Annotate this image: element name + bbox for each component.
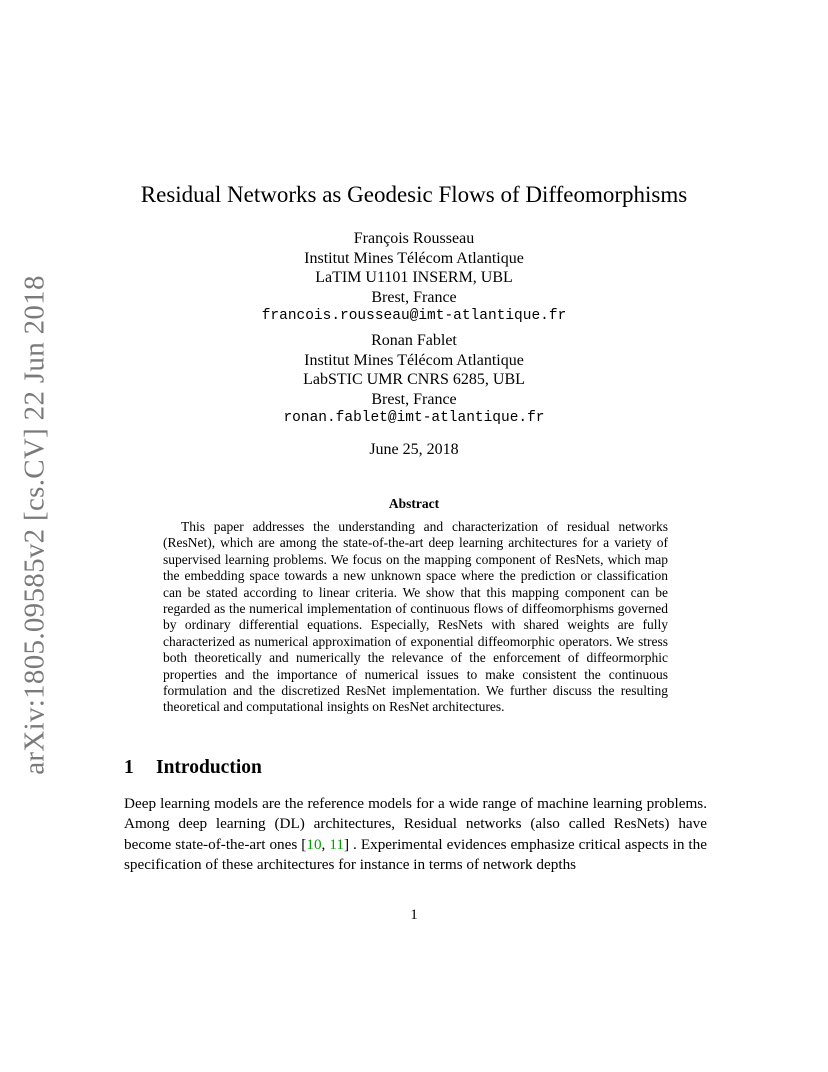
section-number: 1 [124, 757, 134, 778]
abstract-heading: Abstract [388, 496, 440, 511]
citation-link-11[interactable]: 11 [329, 835, 344, 853]
author-block-2 [0, 331, 828, 429]
author-email: francois.rousseau@imt-atlantique.fr [261, 308, 567, 324]
arxiv-identifier: arXiv:1805.09585v2 [cs.CV] 22 Jun 2018 [18, 275, 51, 775]
paper-title: Residual Networks as Geodesic Flows of Diffeomorphisms [140, 182, 688, 207]
author-lab: LabSTIC UMR CNRS 6285, UBL [303, 371, 525, 388]
introduction-paragraph [124, 794, 707, 876]
author-lab: LaTIM U1101 INSERM, UBL [315, 269, 513, 286]
section-title: Introduction [156, 757, 262, 778]
citation-close-bracket: ] [343, 835, 350, 853]
section-heading [124, 756, 262, 780]
author-affiliation: Institut Mines Télécom Atlantique [304, 249, 524, 267]
author-block-1 [0, 229, 828, 327]
author-email: ronan.fablet@imt-atlantique.fr [283, 410, 545, 426]
abstract-text: This paper addresses the understanding and characterization of residual networks (ResNet), which are among the state-of-the-art deep learning architectures for a variety of supervised learning problems. We focus on the mapping component of ResNets, which map the embedding space towards a new unknown space where the prediction or classification can be stated according to linear criteria. We show that this mapping component can be regarded as the numerical implementation of continuous flows of diffeomorphisms governed by ordinary differential equations. Especially, ResNets with shared weights are fully characterized as numerical approximation of exponential diffeomorphic operators. We stress both theoretically and numerically the relevance of the enforcement of diffeormorphic properties and the importance of numerical issues to make consistent the continuous formulation and the discretized ResNet implementation. We further discuss the resulting theoretical and computational insights on ResNet architectures. [163, 519, 668, 715]
citation-separator: , [321, 835, 330, 853]
author-name: François Rousseau [353, 230, 475, 247]
author-affiliation: Institut Mines Télécom Atlantique [304, 351, 524, 369]
author-location: Brest, France [371, 390, 457, 408]
citation-link-10[interactable]: 10 [306, 835, 322, 853]
author-name: Ronan Fablet [371, 332, 457, 349]
page-number: 1 [410, 907, 418, 923]
citation-open-bracket: [ [301, 835, 307, 853]
paper-date: June 25, 2018 [369, 441, 459, 458]
intro-text-end: . Experimental evidences emphasize critical aspects in the specification of these architectures for instance in terms of network depths [124, 835, 707, 874]
intro-text-start: Deep learning models are the reference models for a wide range of machine learning problems. Among deep learning (DL) architectures, Residual networks (also called ResNets) have become state-of-the-art ones [124, 795, 707, 853]
author-location: Brest, France [371, 288, 457, 306]
